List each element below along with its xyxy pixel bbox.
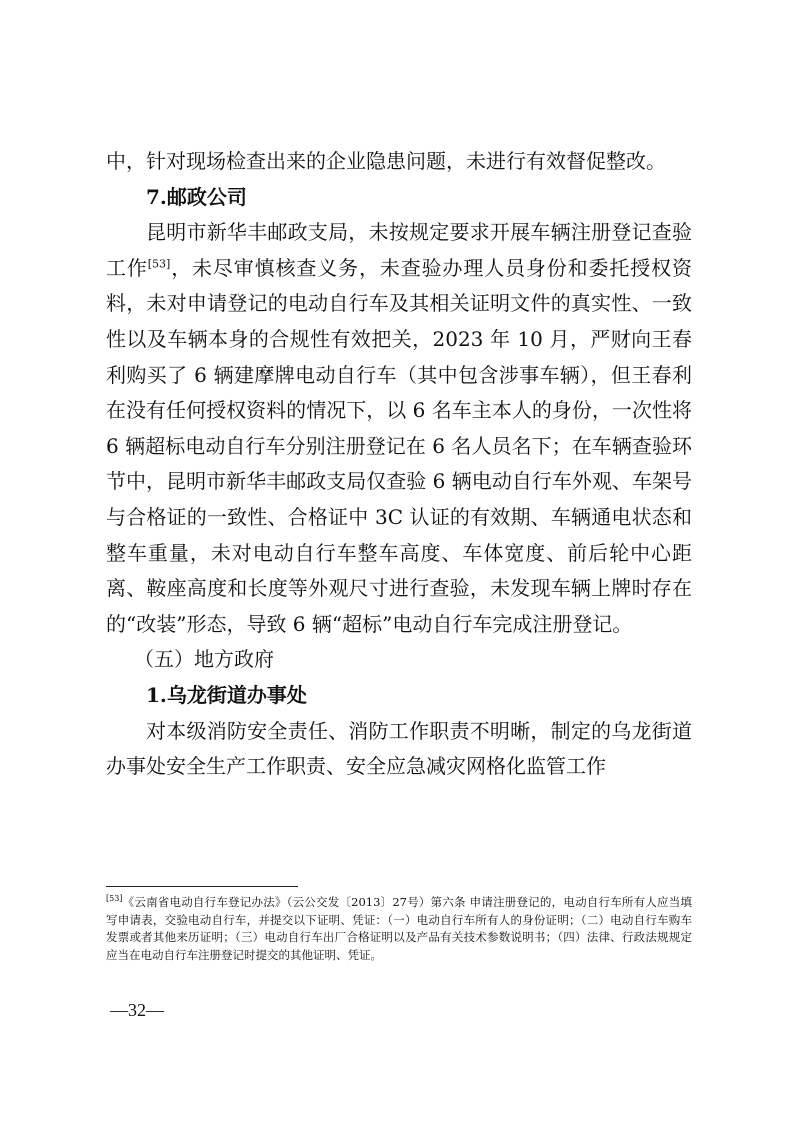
section-heading-postal-company: 7.邮政公司 bbox=[146, 184, 247, 209]
section-heading-local-government: （五）地方政府 bbox=[134, 647, 274, 672]
paragraph-continuation: 中，针对现场检查出来的企业隐患问题，未进行有效督促整改。 bbox=[106, 149, 666, 173]
paragraph-postal-text-a: 昆明市新华丰邮政支局，未按规定要求开展车辆注册登记查验工作 bbox=[106, 220, 692, 280]
footnote-divider bbox=[106, 886, 298, 887]
paragraph-wulong-office: 对本级消防安全责任、消防工作职责不明晰，制定的乌龙街道办事处安全生产工作职责、安全应急减灾网格化监管工作 bbox=[106, 718, 692, 779]
paragraph-postal-branch bbox=[106, 215, 692, 642]
page-number: —32— bbox=[110, 1000, 164, 1020]
document-body bbox=[106, 144, 692, 785]
paragraph-postal-text-b: ，未尽审慎核查义务，未查验办理人员身份和委托授权资料，未对申请登记的电动自行车及其相关证明文件的真实性、一致性以及车辆本身的合规性有效把关，2023 年 10 月，严财向王春利购买了 6 辆建摩牌电动自行车（其中包含涉事车辆），但王春利在没有任何授权资料的情况下，以 6 名车主本人的身份，一次性将 6 辆超标电动自行车分别注册登记在 6 名人员名下；在车辆查验环节中，昆明市新华丰邮政支局仅查验 6 辆电动自行车外观、车架号与合格证的一致性、合格证中 3C 认证的有效期、车辆通电状态和整车重量，未对电动自行车整车高度、车体宽度、前后轮中心距离、鞍座高度和长度等外观尺寸进行查验，未发现车辆上牌时存在的“改装”形态，导致 6 辆“超标”电动自行车完成注册登记。 bbox=[106, 255, 693, 636]
footnote-reference[interactable]: [53] bbox=[147, 257, 171, 271]
footnote-text: 《云南省电动自行车登记办法》（云公交发〔2013〕27号）第六条 申请注册登记的，电动自行车所有人应当填写申请表，交验电动自行车，并提交以下证明、凭证：（一）电动自行车所有人的身份证明；（二）电动自行车购车发票或者其他来历证明；（三）电动自行车出厂合格证明以及产品有关技术参数说明书；（四）法律、行政法规规定应当在电动自行车注册登记时提交的其他证明、凭证。 bbox=[106, 895, 692, 962]
footnote-marker: [53] bbox=[106, 894, 123, 904]
footnote bbox=[106, 894, 692, 964]
section-heading-wulong-office: 1.乌龙街道办事处 bbox=[146, 682, 307, 707]
